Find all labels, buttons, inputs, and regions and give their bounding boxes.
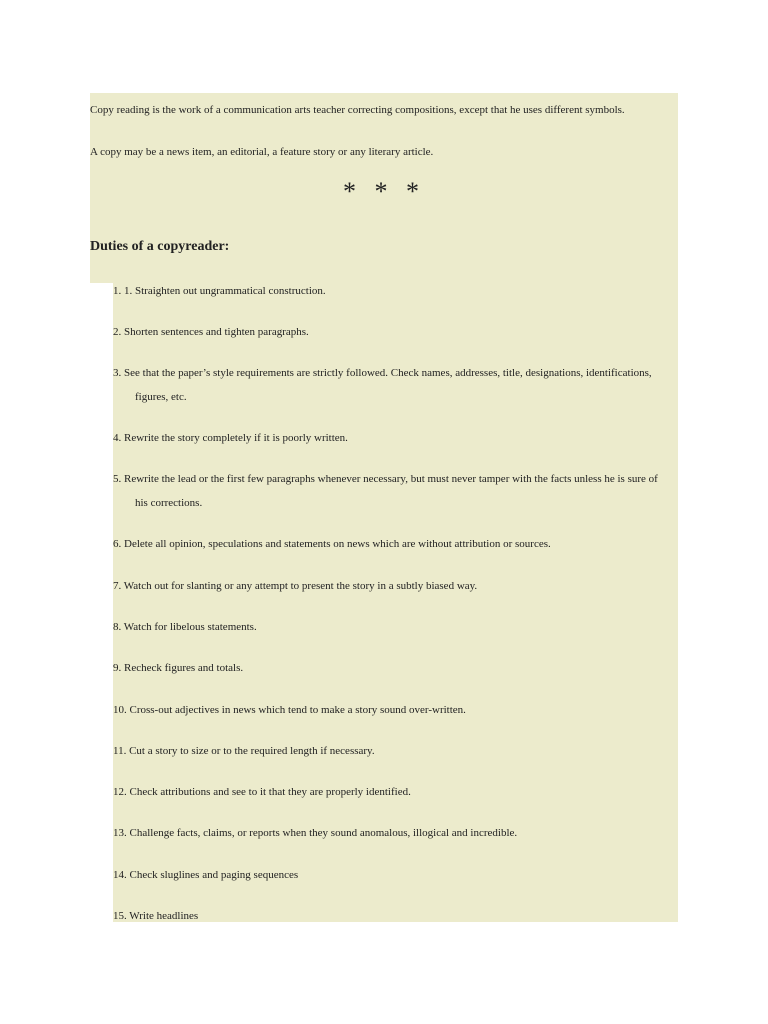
list-item [113,863,678,887]
list-item [113,780,678,804]
list-item [113,615,678,639]
list-item-text: 8. Watch for libelous statements. [113,621,257,633]
list-item-text: 6. Delete all opinion, speculations and statements on news which are without attribution or sources. [113,538,551,550]
list-item-continuation: his corrections. [135,497,203,509]
list-item [113,656,678,680]
list-item [113,361,678,409]
section-separator: * * * [343,177,425,206]
list-item [113,698,678,722]
list-item [113,739,678,763]
list-item-text: 10. Cross-out adjectives in news which tend to make a story sound over-written. [113,704,466,716]
list-item-text: 2. Shorten sentences and tighten paragraphs. [113,326,309,338]
list-item-text: 3. See that the paper’s style requirements are strictly followed. Check names, addresses, title, designations, identifications, [113,367,652,379]
list-item [113,532,678,556]
intro-paragraph-1: Copy reading is the work of a communication arts teacher correcting compositions, except that he uses different symbols. [90,104,625,116]
list-item-text: 4. Rewrite the story completely if it is poorly written. [113,432,348,444]
list-item-text: 14. Check sluglines and paging sequences [113,869,299,881]
list-item-text: 13. Challenge facts, claims, or reports when they sound anomalous, illogical and incredible. [113,827,518,839]
list-item-text: 11. Cut a story to size or to the required length if necessary. [113,745,375,757]
list-item [113,574,678,598]
list-item [113,320,678,344]
list-item-continuation: figures, etc. [135,391,187,403]
list-item [113,904,678,928]
list-item-text: 1. 1. Straighten out ungrammatical construction. [113,285,326,297]
list-item-text: 12. Check attributions and see to it that they are properly identified. [113,786,411,798]
list-item-text: 7. Watch out for slanting or any attempt to present the story in a subtly biased way. [113,580,478,592]
list-item [113,279,678,303]
list-item-text: 9. Recheck figures and totals. [113,662,244,674]
list-item [113,821,678,845]
list-item [113,426,678,450]
list-item-text: 15. Write headlines [113,910,199,922]
list-item-text: 5. Rewrite the lead or the first few paragraphs whenever necessary, but must never tamper with the facts unless he is sure of [113,473,658,485]
section-heading: Duties of a copyreader: [90,239,230,254]
list-item [113,467,678,515]
intro-paragraph-2: A copy may be a news item, an editorial, a feature story or any literary article. [90,146,434,158]
